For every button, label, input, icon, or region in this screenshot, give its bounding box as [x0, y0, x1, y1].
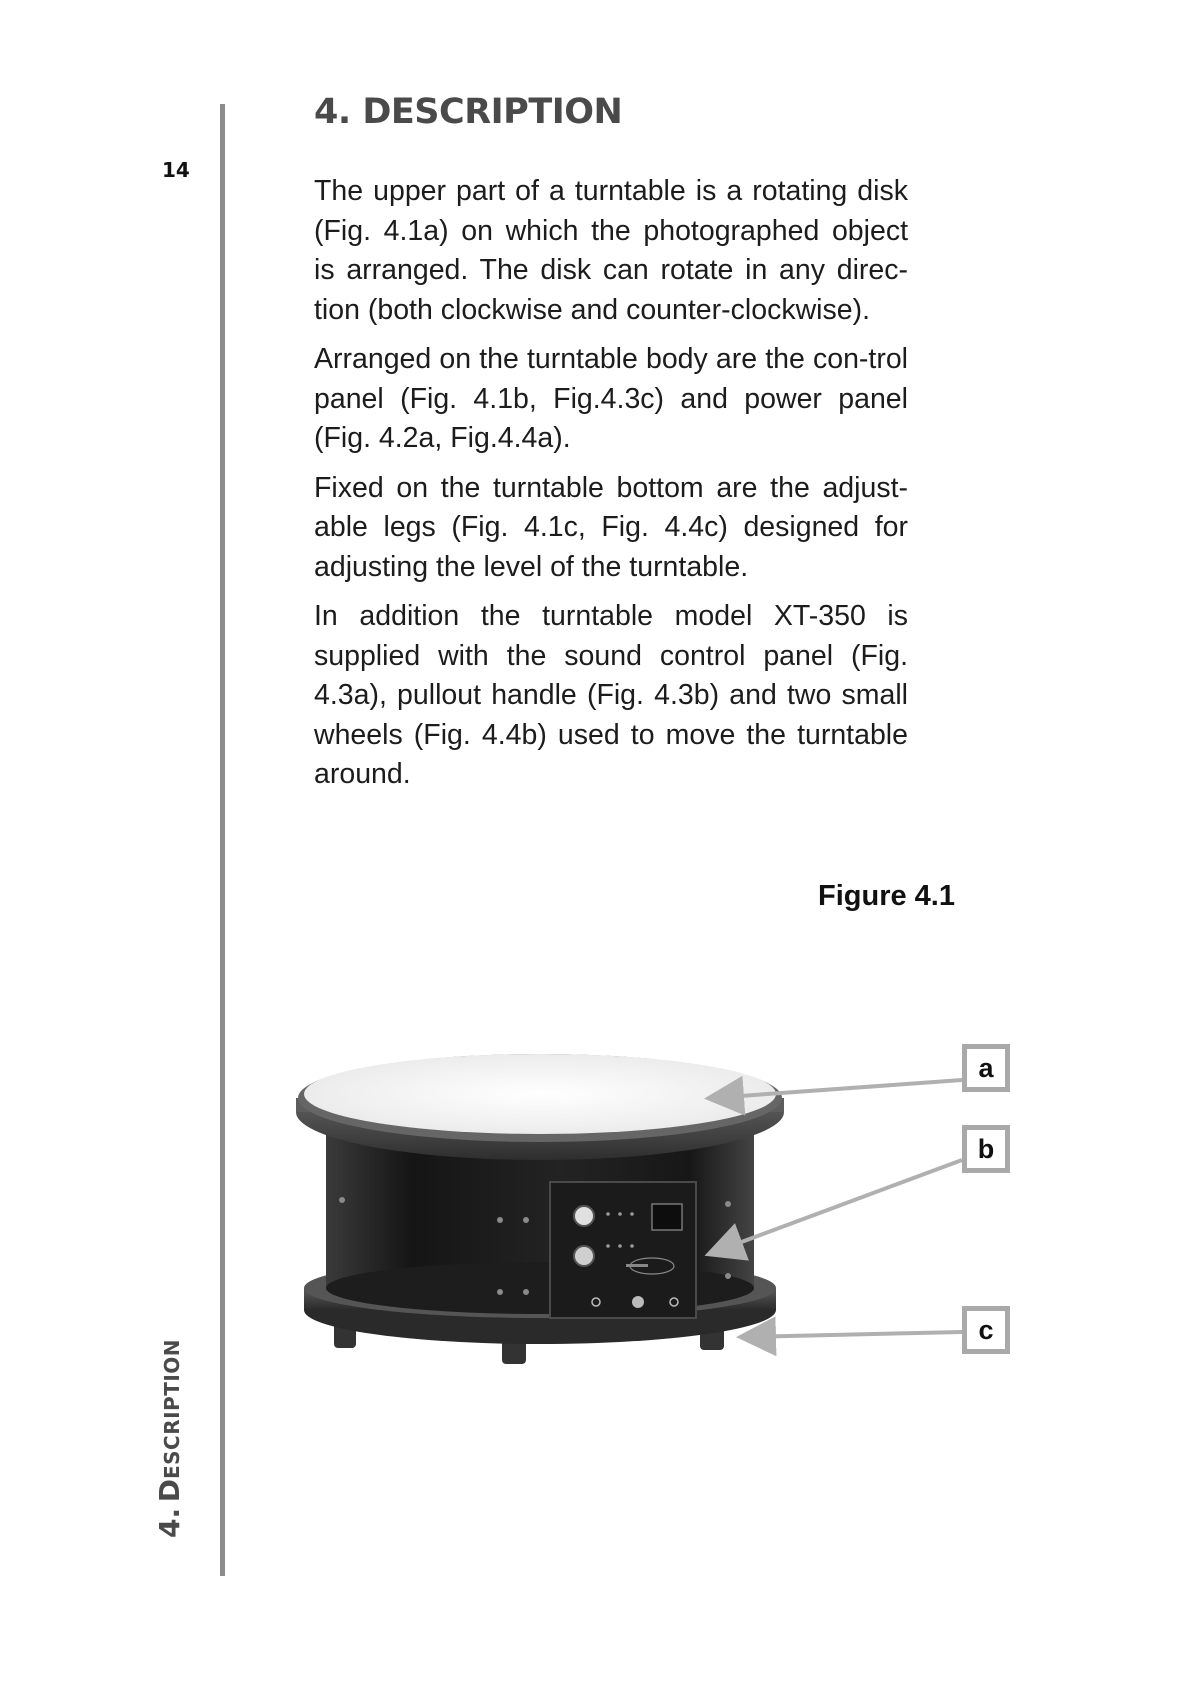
figure-label: Figure 4.1: [818, 880, 955, 912]
running-title-number: 4.: [153, 1507, 186, 1538]
paragraph: The upper part of a turntable is a rotating disk (Fig. 4.1a) on which the photographed object is arranged. The disk can rotate in any direc-tion (both clockwise and counter-clockwise).: [314, 175, 908, 326]
callout-label-a: a: [962, 1044, 1010, 1092]
page-number: 14: [162, 158, 190, 182]
callout-label-c: c: [962, 1306, 1010, 1354]
running-title-initial: D: [153, 1479, 186, 1503]
paragraph: Arranged on the turntable body are the con-trol panel (Fig. 4.1b, Fig.4.3c) and power panel (Fig. 4.2a, Fig.4.4a).: [314, 343, 908, 454]
paragraph: In addition the turntable model XT-350 is supplied with the sound control panel (Fig. 4.3a), pullout handle (Fig. 4.3b) and two small wheels (Fig. 4.4b) used to move the turntable around.: [314, 600, 908, 790]
running-title-rest: ESCRIPTION: [160, 1338, 184, 1480]
paragraph: Fixed on the turntable bottom are the adjust-able legs (Fig. 4.1c, Fig. 4.4c) designed for adjusting the level of the turntable.: [314, 471, 908, 583]
callout-label-b: b: [962, 1125, 1010, 1173]
section-heading: 4. DESCRIPTION: [314, 92, 623, 132]
